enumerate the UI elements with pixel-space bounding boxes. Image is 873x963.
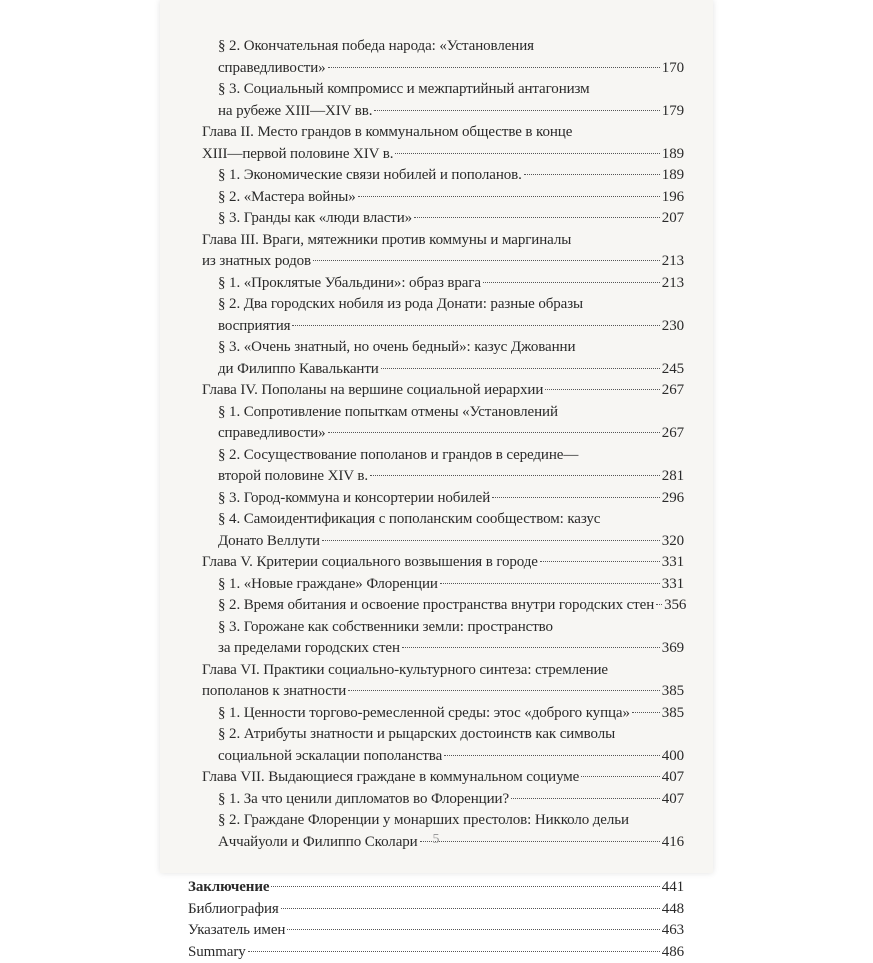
dot-leader — [328, 432, 660, 433]
toc-section — [188, 337, 684, 380]
toc-back-item — [188, 942, 684, 963]
toc-section — [188, 724, 684, 767]
toc-entry-title: § 1. Ценности торгово-ремесленной среды: этос «доброго купца» — [188, 703, 630, 725]
toc-entry-title: § 3. Горожане как собственники земли: пространство — [188, 617, 684, 639]
toc-section — [188, 187, 684, 209]
toc-entry-title: на рубеже XIII—XIV вв. — [188, 101, 372, 123]
toc-entry-line — [188, 208, 684, 230]
toc-back-item — [188, 920, 684, 942]
toc-entry-line — [188, 920, 684, 942]
toc-page-number: 296 — [662, 488, 684, 510]
toc-page-number: 448 — [662, 899, 684, 921]
dot-leader — [632, 712, 660, 713]
toc-entry-title: § 2. Время обитания и освоение пространства внутри городских стен — [188, 595, 654, 617]
toc-entry-line — [188, 165, 684, 187]
toc-entry-line — [188, 746, 684, 768]
toc-entry-title: Глава V. Критерии социального возвышения в городе — [188, 552, 538, 574]
toc-page-number: 267 — [662, 423, 684, 445]
toc-entry-line — [188, 316, 684, 338]
toc-gap — [188, 853, 684, 877]
toc-page-number: 245 — [662, 359, 684, 381]
toc-page-number: 407 — [662, 767, 684, 789]
toc-entry-title: § 1. За что ценили дипломатов во Флоренции? — [188, 789, 509, 811]
toc-entry-line — [188, 531, 684, 553]
toc-page-number: 400 — [662, 746, 684, 768]
toc-entry-title: § 3. Гранды как «люди власти» — [188, 208, 412, 230]
dot-leader — [313, 260, 660, 261]
toc-page-number: 281 — [662, 466, 684, 488]
toc-section — [188, 445, 684, 488]
toc-entry-title: Глава VII. Выдающиеся граждане в коммунальном социуме — [188, 767, 579, 789]
toc-entry-title: § 4. Самоидентификация с пополанским сообществом: казус — [188, 509, 684, 531]
dot-leader — [414, 217, 660, 218]
toc-entry-line — [188, 488, 684, 510]
toc-entry-title: Summary — [188, 942, 246, 963]
toc-entry-title: § 3. «Очень знатный, но очень бедный»: казус Джованни — [188, 337, 684, 359]
toc-entry-title: Указатель имен — [188, 920, 285, 942]
dot-leader — [287, 929, 659, 930]
toc-entry-title: § 1. «Проклятые Убальдини»: образ врага — [188, 273, 481, 295]
toc-entry-line — [188, 877, 684, 899]
table-of-contents — [188, 36, 684, 963]
toc-entry-title: § 2. Два городских нобиля из рода Донати: разные образы — [188, 294, 684, 316]
toc-page-number: 213 — [662, 251, 684, 273]
dot-leader — [545, 389, 660, 390]
dot-leader — [248, 951, 660, 952]
toc-page-number: 170 — [662, 58, 684, 80]
toc-section — [188, 402, 684, 445]
toc-chapter — [188, 660, 684, 703]
toc-entry-line — [188, 101, 684, 123]
toc-entry-title: Глава II. Место грандов в коммунальном обществе в конце — [188, 122, 684, 144]
page-folio: 5 — [396, 832, 476, 848]
dot-leader — [348, 690, 660, 691]
dot-leader — [440, 583, 660, 584]
dot-leader — [492, 497, 660, 498]
toc-page-number: 369 — [662, 638, 684, 660]
dot-leader — [402, 647, 660, 648]
dot-leader — [292, 325, 659, 326]
toc-entry-line — [188, 942, 684, 963]
toc-entry-line — [188, 703, 684, 725]
dot-leader — [444, 755, 660, 756]
toc-page-number: 179 — [662, 101, 684, 123]
toc-entry-line — [188, 595, 684, 617]
toc-entry-title: § 1. Экономические связи нобилей и пополанов. — [188, 165, 522, 187]
toc-entry-line — [188, 638, 684, 660]
toc-page-number: 407 — [662, 789, 684, 811]
toc-entry-title: § 1. Сопротивление попыткам отмены «Установлений — [188, 402, 684, 424]
dot-leader — [281, 908, 660, 909]
toc-page-number: 331 — [662, 574, 684, 596]
toc-entry-title: восприятия — [188, 316, 290, 338]
toc-section — [188, 294, 684, 337]
toc-section — [188, 208, 684, 230]
toc-page-number: 230 — [662, 316, 684, 338]
toc-back-matter — [188, 877, 684, 963]
toc-entry-line — [188, 767, 684, 789]
toc-entry-title: § 2. «Мастера войны» — [188, 187, 356, 209]
toc-entry-title: социальной эскалации пополанства — [188, 746, 442, 768]
toc-section — [188, 273, 684, 295]
toc-entry-line — [188, 466, 684, 488]
toc-entry-title: XIII—первой половине XIV в. — [188, 144, 393, 166]
toc-section — [188, 595, 684, 617]
toc-section — [188, 165, 684, 187]
dot-leader — [374, 110, 659, 111]
dot-leader — [524, 174, 660, 175]
dot-leader — [395, 153, 659, 154]
toc-section — [188, 617, 684, 660]
toc-entry-title: за пределами городских стен — [188, 638, 400, 660]
dot-leader — [540, 561, 660, 562]
toc-entry-line — [188, 899, 684, 921]
toc-chapter — [188, 122, 684, 165]
toc-entry-line — [188, 789, 684, 811]
toc-page-number: 416 — [662, 832, 684, 854]
toc-entry-title: § 1. «Новые граждане» Флоренции — [188, 574, 438, 596]
dot-leader — [581, 776, 660, 777]
toc-page-number: 356 — [664, 595, 686, 617]
toc-section — [188, 509, 684, 552]
dot-leader — [328, 67, 660, 68]
toc-entry-title: справедливости» — [188, 423, 326, 445]
toc-entry-line — [188, 187, 684, 209]
toc-section — [188, 488, 684, 510]
toc-entry-title: из знатных родов — [188, 251, 311, 273]
dot-leader — [656, 604, 662, 605]
toc-page-number: 385 — [662, 681, 684, 703]
toc-entry-title: ди Филиппо Кавальканти — [188, 359, 379, 381]
toc-entry-title: § 2. Атрибуты знатности и рыцарских достоинств как символы — [188, 724, 684, 746]
toc-entry-title: § 3. Социальный компромисс и межпартийный антагонизм — [188, 79, 684, 101]
toc-chapter — [188, 230, 684, 273]
dot-leader — [511, 798, 660, 799]
toc-entry-line — [188, 423, 684, 445]
toc-page-number: 207 — [662, 208, 684, 230]
toc-page-number: 213 — [662, 273, 684, 295]
toc-entry-title: Заключение — [188, 877, 269, 899]
toc-entry-title: § 2. Сосуществование пополанов и грандов в середине— — [188, 445, 684, 467]
toc-page-number: 331 — [662, 552, 684, 574]
toc-section — [188, 36, 684, 79]
toc-page-number: 486 — [662, 942, 684, 963]
toc-page-number: 463 — [662, 920, 684, 942]
toc-entry-title: Библиография — [188, 899, 279, 921]
dot-leader — [358, 196, 660, 197]
toc-entry-line — [188, 359, 684, 381]
toc-section — [188, 703, 684, 725]
toc-section — [188, 79, 684, 122]
toc-page-number: 189 — [662, 165, 684, 187]
toc-section — [188, 789, 684, 811]
toc-chapter — [188, 552, 684, 574]
toc-entry-title: второй половине XIV в. — [188, 466, 368, 488]
toc-entry-title: пополанов к знатности — [188, 681, 346, 703]
toc-entry-title: Глава IV. Пополаны на вершине социальной иерархии — [188, 380, 543, 402]
dot-leader — [271, 886, 659, 887]
toc-entry-line — [188, 251, 684, 273]
toc-page-number: 267 — [662, 380, 684, 402]
toc-entry-title: Аччайуоли и Филиппо Сколари — [188, 832, 418, 854]
toc-entries — [188, 36, 684, 853]
toc-entry-line — [188, 552, 684, 574]
toc-entry-line — [188, 58, 684, 80]
toc-entry-line — [188, 380, 684, 402]
toc-back-item — [188, 877, 684, 899]
toc-page-number: 189 — [662, 144, 684, 166]
toc-entry-line — [188, 574, 684, 596]
dot-leader — [483, 282, 660, 283]
dot-leader — [322, 540, 660, 541]
toc-chapter — [188, 767, 684, 789]
toc-entry-title: § 2. Окончательная победа народа: «Установления — [188, 36, 684, 58]
toc-page-number: 441 — [662, 877, 684, 899]
dot-leader — [370, 475, 660, 476]
toc-entry-title: § 3. Город-коммуна и консортерии нобилей — [188, 488, 490, 510]
toc-entry-title: Донато Веллути — [188, 531, 320, 553]
toc-page-number: 196 — [662, 187, 684, 209]
toc-page-number: 320 — [662, 531, 684, 553]
toc-entry-title: Глава VI. Практики социально-культурного синтеза: стремление — [188, 660, 684, 682]
toc-page-number: 385 — [662, 703, 684, 725]
toc-back-item — [188, 899, 684, 921]
toc-entry-title: Глава III. Враги, мятежники против коммуны и маргиналы — [188, 230, 684, 252]
toc-entry-title: справедливости» — [188, 58, 326, 80]
dot-leader — [381, 368, 660, 369]
toc-entry-line — [188, 681, 684, 703]
toc-entry-line — [188, 144, 684, 166]
toc-entry-title: § 2. Граждане Флоренции у монарших престолов: Никколо дельи — [188, 810, 684, 832]
toc-chapter — [188, 380, 684, 402]
toc-entry-line — [188, 273, 684, 295]
toc-section — [188, 574, 684, 596]
